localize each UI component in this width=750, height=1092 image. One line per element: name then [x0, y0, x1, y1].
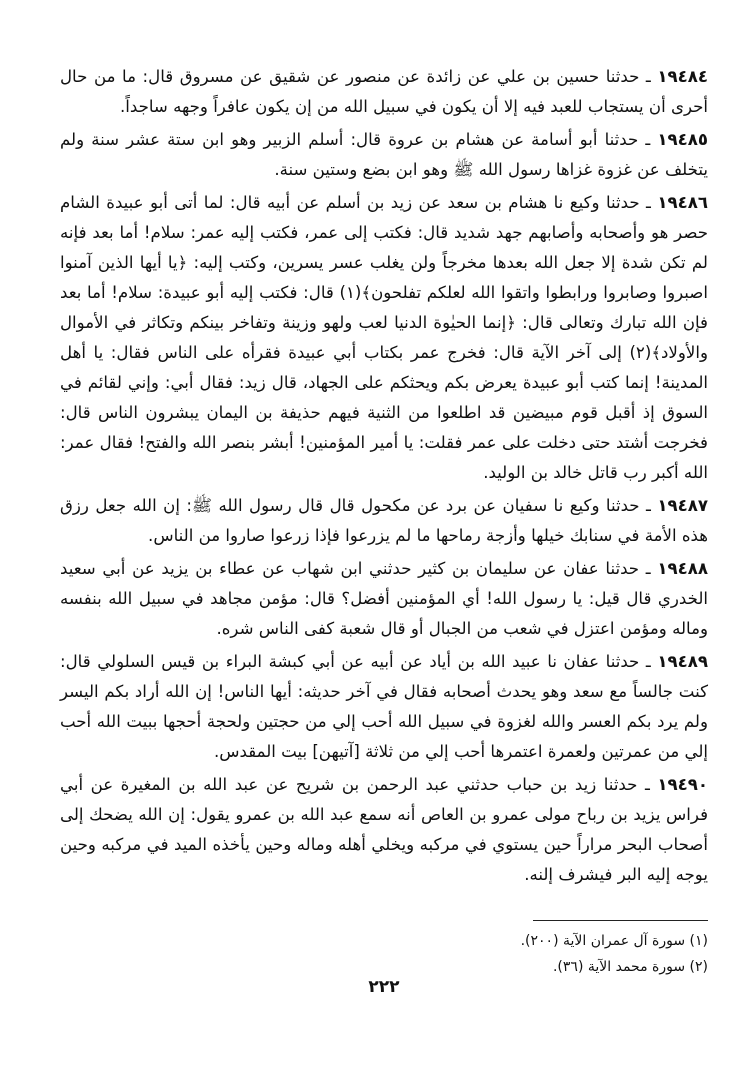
hadith-entry [60, 770, 708, 890]
hadith-number: ١٩٤٩٠ [657, 775, 708, 794]
hadith-text: ـ حدثنا وكيع نا سفيان عن برد عن مكحول قال قال رسول الله ﷺ: إن الله جعل رزق هذه الأمة في سنابك خيلها وأزجة رماحها ما لم يزرعوا فإذا زرعوا صاروا من الناس. [60, 496, 708, 545]
hadith-text: ـ حدثنا عفان عن سليمان بن كثير حدثني ابن شهاب عن عطاء بن يزيد عن أبي سعيد الخدري قال قيل: يا رسول الله! أي المؤمنين أفضل؟ قال: مؤمن مجاهد في سبيل الله بنفسه وماله ومؤمن اعتزل في شعب من الجبال أو قال شعبة كفى الناس شره. [60, 559, 708, 638]
hadith-text: ـ حدثنا أبو أسامة عن هشام بن عروة قال: أسلم الزبير وهو ابن ستة عشر سنة ولم يتخلف عن غزوة غزاها رسول الله ﷺ وهو ابن بضع وستين سنة. [60, 130, 708, 179]
hadith-entry [60, 491, 708, 551]
page-number: ٢٢٢ [368, 977, 400, 997]
hadith-number: ١٩٤٨٦ [657, 193, 708, 212]
hadith-list [60, 62, 708, 893]
footnotes [60, 928, 708, 980]
hadith-number: ١٩٤٨٧ [657, 496, 708, 515]
hadith-text: ـ حدثنا وكيع نا هشام بن سعد عن زيد بن أسلم عن أبيه قال: لما أتى أبو عبيدة الشام حصر هو وأصحابه وأصابهم جهد شديد قال: فكتب إلى عمر، فكتب إليه عمر: سلام! أما بعد فإنه لم تكن شدة إلا جعل الله بعدها مخرجاً ولن يغلب عسر يسرين، وكتب إليه: ﴿يا أيها الذين آمنوا اصبروا وصابروا ورابطوا واتقوا الله لعلكم تفلحون﴾(١) قال: فكتب إليه أبو عبيدة: سلام! أما بعد فإن الله تبارك وتعالى قال: ﴿إنما الحيٰوة الدنيا لعب ولهو وزينة وتفاخر بينكم وتكاثر في الأموال والأولاد﴾(٢) إلى آخر الآية قال: فخرج عمر بكتاب أبي عبيدة فقرأه على الناس فقال: يا أهل المدينة! إنما كتب أبو عبيدة يعرض بكم ويحثكم على الجهاد، قال زيد: فقال أبي: وإني لقائم في السوق إذ أقبل قوم مبيضين قد اطلعوا من الثنية فيهم حذيفة بن اليمان يبشرون الناس قال: فخرجت أشتد حتى دخلت على عمر فقلت: يا أمير المؤمنين! أبشر بنصر الله والفتح! فقال عمر: الله أكبر رب قاتل خالد بن الوليد. [60, 193, 708, 482]
hadith-entry [60, 62, 708, 122]
footnote: (٢) سورة محمد الآية (٣٦). [552, 959, 708, 975]
hadith-number: ١٩٤٨٨ [657, 559, 708, 578]
hadith-number: ١٩٤٨٩ [657, 652, 708, 671]
hadith-text: ـ حدثنا زيد بن حباب حدثني عبد الرحمن بن شريح عن عبد الله بن المغيرة عن أبي فراس يزيد بن رباح مولى عمرو بن العاص أنه سمع عبد الله بن عمرو يقول: إن الله يضحك إلى أصحاب البحر مراراً حين يستوي في مركبه ويخلي أهله وماله وحين يأخذه الميد في مركبه وحين يوجه إليه البر فيشرف إلنه. [60, 775, 708, 884]
hadith-entry [60, 125, 708, 185]
hadith-entry [60, 188, 708, 488]
footnote-divider [533, 920, 708, 921]
hadith-number: ١٩٤٨٤ [657, 67, 709, 86]
book-page [60, 62, 708, 1072]
hadith-text: ـ حدثنا عفان نا عبيد الله بن أياد عن أبيه عن أبي كبشة البراء بن قيس السلولي قال: كنت جالساً مع سعد وهو يحدث أصحابه فقال في آخر حديثه: أيها الناس! إن الله أراد بكم اليسر ولم يرد بكم العسر والله لغزوة في سبيل الله أحب إلي من حجتين ولحجة أحجها ببيت الله أحب إلي من عمرتين ولعمرة اعتمرها أحب إلي من ثلاثة [آتيهن] بيت المقدس. [60, 652, 708, 761]
hadith-number: ١٩٤٨٥ [657, 130, 708, 149]
hadith-text: ـ حدثنا حسين بن علي عن زائدة عن منصور عن شقيق عن مسروق قال: ما من حال أحرى أن يستجاب للعبد فيه إلا أن يكون في سبيل الله من إن يكون عافراً وجهه ساجداً. [60, 67, 708, 116]
hadith-entry [60, 554, 708, 644]
footnote: (١) سورة آل عمران الآية (٢٠٠). [520, 933, 708, 949]
hadith-entry [60, 647, 708, 767]
